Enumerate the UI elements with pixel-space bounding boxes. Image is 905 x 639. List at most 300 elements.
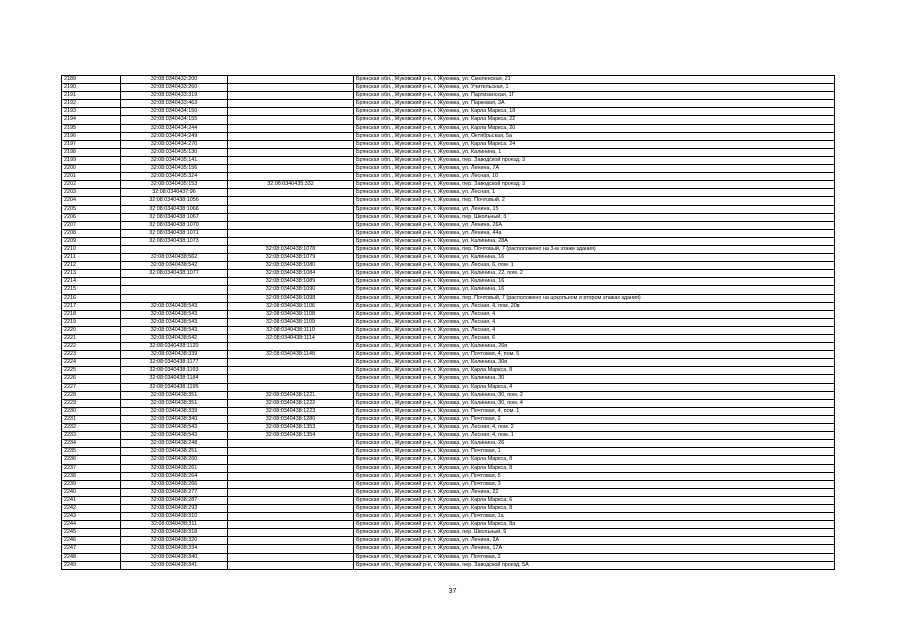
cadastral-number-cell: 32:08:0340438:339 xyxy=(121,351,228,359)
cadastral-number-cell: 32:08:0340438:1073 xyxy=(121,237,228,245)
row-number-cell: 2216 xyxy=(62,294,121,302)
address-cell: Брянская обл., Жуковский р-н, г. Жуковка, ул. Учительская, 1 xyxy=(354,84,835,92)
row-number-cell: 2217 xyxy=(62,302,121,310)
row-number-cell: 2237 xyxy=(62,464,121,472)
address-cell: Брянская обл., Жуковский р-н, г. Жуковка, пер. Почтовый, 2 xyxy=(354,197,835,205)
object-number-cell xyxy=(228,108,354,116)
address-cell: Брянская обл., Жуковский р-н, г. Жуковка, ул. Калинина, 28А xyxy=(354,237,835,245)
address-cell: Брянская обл., Жуковский р-н, г. Жуковка, ул. Карла Маркса, 8 xyxy=(354,464,835,472)
cadastral-number-cell: 32:08:0340438:1120 xyxy=(121,343,228,351)
table-row xyxy=(62,407,835,415)
object-number-cell: 32:08:0340438:1354 xyxy=(228,432,354,440)
row-number-cell: 2233 xyxy=(62,432,121,440)
object-number-cell xyxy=(228,456,354,464)
object-number-cell xyxy=(228,513,354,521)
cadastral-number-cell xyxy=(121,245,228,253)
row-number-cell: 2238 xyxy=(62,472,121,480)
address-cell: Брянская обл., Жуковский р-н, г. Жуковка, ул. Почтовая, 2 xyxy=(354,553,835,561)
object-number-cell: 32:08:0340438:1098 xyxy=(228,294,354,302)
table-row xyxy=(62,205,835,213)
object-number-cell: 32:08:0340438:1223 xyxy=(228,407,354,415)
cadastral-number-cell: 32:08:0340438:1071 xyxy=(121,229,228,237)
table-row xyxy=(62,367,835,375)
table-row xyxy=(62,278,835,286)
cadastral-number-cell xyxy=(121,278,228,286)
row-number-cell: 2240 xyxy=(62,488,121,496)
address-cell: Брянская обл., Жуковский р-н, г. Жуковка, пер. Почтовый, 7 (расположено на 3-м этаже здания) xyxy=(354,245,835,253)
address-cell: Брянская обл., Жуковский р-н, г. Жуковка, ул. Почтовая, 1а xyxy=(354,513,835,521)
row-number-cell: 2214 xyxy=(62,278,121,286)
address-cell: Брянская обл., Жуковский р-н, г. Жуковка, ул. Ленина, 15 xyxy=(354,205,835,213)
table-row xyxy=(62,424,835,432)
object-number-cell xyxy=(228,553,354,561)
cadastral-number-cell: 32:08:0340438:351 xyxy=(121,391,228,399)
cadastral-number-cell: 32:08:0340435:141 xyxy=(121,156,228,164)
row-number-cell: 2219 xyxy=(62,318,121,326)
cadastral-number-cell: 32:08:0340433:319 xyxy=(121,92,228,100)
table-row xyxy=(62,197,835,205)
object-number-cell xyxy=(228,100,354,108)
object-number-cell: 32:08:0340438:1090 xyxy=(228,286,354,294)
cadastral-number-cell: 32:08:0340438:293 xyxy=(121,504,228,512)
cadastral-number-cell: 32:08:0340438:287 xyxy=(121,496,228,504)
row-number-cell: 2235 xyxy=(62,448,121,456)
row-number-cell: 2190 xyxy=(62,84,121,92)
object-number-cell xyxy=(228,537,354,545)
row-number-cell: 2222 xyxy=(62,343,121,351)
cadastral-number-cell: 32:08:0340438:261 xyxy=(121,464,228,472)
row-number-cell: 2245 xyxy=(62,529,121,537)
table-row xyxy=(62,286,835,294)
object-number-cell xyxy=(228,359,354,367)
object-number-cell: 32:08:0340438:1148 xyxy=(228,351,354,359)
cadastral-number-cell: 32:08:0340438:311 xyxy=(121,521,228,529)
object-number-cell xyxy=(228,116,354,124)
cadastral-number-cell: 32:08:0340438:562 xyxy=(121,254,228,262)
row-number-cell: 2225 xyxy=(62,367,121,375)
row-number-cell: 2195 xyxy=(62,124,121,132)
cadastral-number-cell: 32:08:0340434:270 xyxy=(121,140,228,148)
table-row xyxy=(62,513,835,521)
object-number-cell: 32:08:0340438:1080 xyxy=(228,262,354,270)
row-number-cell: 2227 xyxy=(62,383,121,391)
table-row xyxy=(62,529,835,537)
cadastral-number-cell: 32:08:0340438:542 xyxy=(121,262,228,270)
address-cell: Брянская обл., Жуковский р-н, г. Жуковка, ул. Карла Маркса, 6 xyxy=(354,496,835,504)
cadastral-number-cell: 32:08:0340438:334 xyxy=(121,545,228,553)
address-cell: Брянская обл., Жуковский р-н, г. Жуковка, ул. Парковая, 3А xyxy=(354,100,835,108)
address-cell: Брянская обл., Жуковский р-н, г. Жуковка, ул. Ленина, 44а xyxy=(354,229,835,237)
row-number-cell: 2196 xyxy=(62,132,121,140)
cadastral-number-cell: 32:08:0340435:153 xyxy=(121,181,228,189)
address-cell: Брянская обл., Жуковский р-н, г. Жуковка, ул. Карла Маркса, 4 xyxy=(354,383,835,391)
table-row xyxy=(62,456,835,464)
cadastral-number-cell: 32:08:0340435:156 xyxy=(121,165,228,173)
cadastral-number-cell: 32:08:0340434:249 xyxy=(121,132,228,140)
row-number-cell: 2210 xyxy=(62,245,121,253)
cadastral-number-cell: 32:08:0340435:130 xyxy=(121,148,228,156)
address-cell: Брянская обл., Жуковский р-н, г. Жуковка, ул. Калинина, 26в xyxy=(354,343,835,351)
cadastral-number-cell: 32:08:0340438:542 xyxy=(121,335,228,343)
cadastral-number-cell: 32:08:0340434:155 xyxy=(121,116,228,124)
address-cell: Брянская обл., Жуковский р-н, г. Жуковка, ул. Калинина, 16 xyxy=(354,286,835,294)
cadastral-number-cell: 32:08:0340438:543 xyxy=(121,318,228,326)
address-cell: Брянская обл., Жуковский р-н, г. Жуковка, ул. Ленина, 7А xyxy=(354,165,835,173)
object-number-cell: 32:08:0340438:1353 xyxy=(228,424,354,432)
object-number-cell xyxy=(228,561,354,569)
registry-table-body xyxy=(62,76,835,570)
cadastral-number-cell: 32:08:0340438:340 xyxy=(121,553,228,561)
cadastral-number-cell: 32:08:0340432:200 xyxy=(121,76,228,84)
address-cell: Брянская обл., Жуковский р-н, г. Жуковка, ул. Лесная, 10 xyxy=(354,173,835,181)
object-number-cell xyxy=(228,488,354,496)
row-number-cell: 2212 xyxy=(62,262,121,270)
row-number-cell: 2213 xyxy=(62,270,121,278)
cadastral-number-cell: 32:08:0340438:339 xyxy=(121,407,228,415)
row-number-cell: 2197 xyxy=(62,140,121,148)
cadastral-number-cell: 32:08:0340434:244 xyxy=(121,124,228,132)
page-number: 37 xyxy=(448,588,457,595)
table-row xyxy=(62,140,835,148)
cadastral-number-cell: 32:08:0340438:543 xyxy=(121,302,228,310)
address-cell: Брянская обл., Жуковский р-н, г. Жуковка, ул. Лесная, 4, пом. 2 xyxy=(354,424,835,432)
object-number-cell xyxy=(228,529,354,537)
address-cell: Брянская обл., Жуковский р-н, г. Жуковка, ул. Карла Маркса, 20 xyxy=(354,124,835,132)
table-row xyxy=(62,359,835,367)
object-number-cell xyxy=(228,472,354,480)
cadastral-number-cell xyxy=(121,286,228,294)
address-cell: Брянская обл., Жуковский р-н, г. Жуковка, ул. Лесная, 1 xyxy=(354,189,835,197)
address-cell: Брянская обл., Жуковский р-н, г. Жуковка, пер. Заводской проезд, 3 xyxy=(354,156,835,164)
object-number-cell xyxy=(228,84,354,92)
table-row xyxy=(62,383,835,391)
address-cell: Брянская обл., Жуковский р-н, г. Жуковка, ул. Ленина, 22 xyxy=(354,488,835,496)
table-row xyxy=(62,221,835,229)
cadastral-number-cell: 32:08:0340438:340 xyxy=(121,415,228,423)
cadastral-number-cell: 32:08:0340438:251 xyxy=(121,448,228,456)
object-number-cell xyxy=(228,124,354,132)
cadastral-number-cell: 32:08:0340438:543 xyxy=(121,424,228,432)
row-number-cell: 2243 xyxy=(62,513,121,521)
address-cell: Брянская обл., Жуковский р-н, г. Жуковка, ул. Почтовая, 4, пом. 1 xyxy=(354,407,835,415)
table-row xyxy=(62,173,835,181)
address-cell: Брянская обл., Жуковский р-н, г. Жуковка, пер. Школьный, 9 xyxy=(354,529,835,537)
address-cell: Брянская обл., Жуковский р-н, г. Жуковка, ул. Почтовая, 2 xyxy=(354,415,835,423)
address-cell: Брянская обл., Жуковский р-н, г. Жуковка, ул. Калинина, 26 xyxy=(354,440,835,448)
address-cell: Брянская обл., Жуковский р-н, г. Жуковка, ул. Почтовая, 3 xyxy=(354,480,835,488)
cadastral-number-cell: 32:08:0340433:260 xyxy=(121,84,228,92)
object-number-cell: 32:08:0340438:1280 xyxy=(228,415,354,423)
table-row xyxy=(62,561,835,569)
cadastral-number-cell: 32:08:0340438:1066 xyxy=(121,205,228,213)
row-number-cell: 2208 xyxy=(62,229,121,237)
object-number-cell xyxy=(228,229,354,237)
row-number-cell: 2232 xyxy=(62,424,121,432)
row-number-cell: 2244 xyxy=(62,521,121,529)
object-number-cell xyxy=(228,173,354,181)
object-number-cell xyxy=(228,148,354,156)
object-number-cell xyxy=(228,140,354,148)
table-row xyxy=(62,148,835,156)
object-number-cell xyxy=(228,132,354,140)
object-number-cell xyxy=(228,440,354,448)
row-number-cell: 2220 xyxy=(62,326,121,334)
object-number-cell: 32:08:0340438:1106 xyxy=(228,302,354,310)
address-cell: Брянская обл., Жуковский р-н, г. Жуковка, пер. Почтовый, 7 (расположено на цокольном и втором этажах здания) xyxy=(354,294,835,302)
row-number-cell: 2191 xyxy=(62,92,121,100)
row-number-cell: 2218 xyxy=(62,310,121,318)
object-number-cell xyxy=(228,367,354,375)
address-cell: Брянская обл., Жуковский р-н, г. Жуковка, ул. Калинина, 30 xyxy=(354,375,835,383)
address-cell: Брянская обл., Жуковский р-н, г. Жуковка, ул. Ленина, 2А xyxy=(354,537,835,545)
row-number-cell: 2249 xyxy=(62,561,121,569)
object-number-cell xyxy=(228,156,354,164)
object-number-cell xyxy=(228,76,354,84)
row-number-cell: 2204 xyxy=(62,197,121,205)
table-row xyxy=(62,165,835,173)
address-cell: Брянская обл., Жуковский р-н, г. Жуковка, ул. Лесная, 4 xyxy=(354,310,835,318)
table-row xyxy=(62,156,835,164)
table-row xyxy=(62,270,835,278)
row-number-cell: 2209 xyxy=(62,237,121,245)
object-number-cell xyxy=(228,165,354,173)
table-row xyxy=(62,399,835,407)
row-number-cell: 2236 xyxy=(62,456,121,464)
address-cell: Брянская обл., Жуковский р-н, г. Жуковка, ул. Карла Маркса, 8 xyxy=(354,367,835,375)
cadastral-number-cell: 32:08:0340438:1195 xyxy=(121,383,228,391)
table-row xyxy=(62,318,835,326)
row-number-cell: 2206 xyxy=(62,213,121,221)
address-cell: Брянская обл., Жуковский р-н, г. Жуковка, ул. Ленина, 26А xyxy=(354,221,835,229)
table-row xyxy=(62,254,835,262)
address-cell: Брянская обл., Жуковский р-н, г. Жуковка, ул. Почтовая, 5 xyxy=(354,472,835,480)
address-cell: Брянская обл., Жуковский р-н, г. Жуковка, ул. Калинина, 22, пом. 2 xyxy=(354,270,835,278)
address-cell: Брянская обл., Жуковский р-н, г. Жуковка, ул. Лесная, 4, пом. 20в xyxy=(354,302,835,310)
address-cell: Брянская обл., Жуковский р-н, г. Жуковка, ул. Калинина, 16 xyxy=(354,278,835,286)
table-row xyxy=(62,108,835,116)
cadastral-number-cell: 32:08:0340438:341 xyxy=(121,561,228,569)
row-number-cell: 2223 xyxy=(62,351,121,359)
row-number-cell: 2193 xyxy=(62,108,121,116)
row-number-cell: 2241 xyxy=(62,496,121,504)
address-cell: Брянская обл., Жуковский р-н, г. Жуковка, ул. Карла Маркса, 22 xyxy=(354,116,835,124)
object-number-cell xyxy=(228,375,354,383)
table-row xyxy=(62,537,835,545)
cadastral-number-cell: 32:08:0340438:248 xyxy=(121,440,228,448)
table-row xyxy=(62,553,835,561)
cadastral-number-cell: 32:08:0340438:351 xyxy=(121,399,228,407)
row-number-cell: 2189 xyxy=(62,76,121,84)
row-number-cell: 2247 xyxy=(62,545,121,553)
table-row xyxy=(62,181,835,189)
object-number-cell: 32:08:0340438:1079 xyxy=(228,254,354,262)
address-cell: Брянская обл., Жуковский р-н, г. Жуковка, ул. Почтовая, 4, пом. 5 xyxy=(354,351,835,359)
row-number-cell: 2207 xyxy=(62,221,121,229)
registry-table xyxy=(61,75,835,570)
address-cell: Брянская обл., Жуковский р-н, г. Жуковка, ул. Почтовая, 1 xyxy=(354,448,835,456)
table-row xyxy=(62,343,835,351)
object-number-cell xyxy=(228,205,354,213)
address-cell: Брянская обл., Жуковский р-н, г. Жуковка, ул. Лесная, 4 xyxy=(354,318,835,326)
object-number-cell xyxy=(228,464,354,472)
row-number-cell: 2231 xyxy=(62,415,121,423)
cadastral-number-cell: 32:08:0340438:264 xyxy=(121,472,228,480)
row-number-cell: 2211 xyxy=(62,254,121,262)
table-row xyxy=(62,189,835,197)
address-cell: Брянская обл., Жуковский р-н, г. Жуковка, ул. Калинина, 30, пом. 2 xyxy=(354,391,835,399)
object-number-cell xyxy=(228,213,354,221)
address-cell: Брянская обл., Жуковский р-н, г. Жуковка, ул. Калинина, 30, пом. 4 xyxy=(354,399,835,407)
row-number-cell: 2234 xyxy=(62,440,121,448)
object-number-cell xyxy=(228,343,354,351)
row-number-cell: 2230 xyxy=(62,407,121,415)
row-number-cell: 2221 xyxy=(62,335,121,343)
address-cell: Брянская обл., Жуковский р-н, г. Жуковка, ул. Карла Маркса, 24 xyxy=(354,140,835,148)
table-row xyxy=(62,92,835,100)
cadastral-number-cell: 32:08:0340438:320 xyxy=(121,537,228,545)
cadastral-number-cell: 32:08:0340438:266 xyxy=(121,480,228,488)
address-cell: Брянская обл., Жуковский р-н, г. Жуковка, ул. Лесная, 6, пом. 1 xyxy=(354,262,835,270)
address-cell: Брянская обл., Жуковский р-н, г. Жуковка, пер. Школьный, 3 xyxy=(354,213,835,221)
row-number-cell: 2200 xyxy=(62,165,121,173)
cadastral-number-cell xyxy=(121,294,228,302)
table-row xyxy=(62,245,835,253)
cadastral-number-cell: 32:08:0340438:543 xyxy=(121,326,228,334)
row-number-cell: 2205 xyxy=(62,205,121,213)
table-row xyxy=(62,391,835,399)
row-number-cell: 2194 xyxy=(62,116,121,124)
table-row xyxy=(62,84,835,92)
object-number-cell: 32:08:0340438:1084 xyxy=(228,270,354,278)
table-row xyxy=(62,326,835,334)
address-cell: Брянская обл., Жуковский р-н, г. Жуковка, ул. Ленина, 17А xyxy=(354,545,835,553)
table-row xyxy=(62,237,835,245)
address-cell: Брянская обл., Жуковский р-н, г. Жуковка, ул. Калинина, 1 xyxy=(354,148,835,156)
row-number-cell: 2215 xyxy=(62,286,121,294)
cadastral-number-cell: 32:08:0340438:1077 xyxy=(121,270,228,278)
table-row xyxy=(62,302,835,310)
row-number-cell: 2224 xyxy=(62,359,121,367)
table-row xyxy=(62,229,835,237)
table-row xyxy=(62,480,835,488)
table-row xyxy=(62,213,835,221)
address-cell: Брянская обл., Жуковский р-н, г. Жуковка, ул. Карла Маркса, 8 xyxy=(354,504,835,512)
table-row xyxy=(62,464,835,472)
address-cell: Брянская обл., Жуковский р-н, г. Жуковка, ул. Калинина, 30в xyxy=(354,359,835,367)
address-cell: Брянская обл., Жуковский р-н, г. Жуковка, ул. Октябрьская, 5а xyxy=(354,132,835,140)
table-row xyxy=(62,521,835,529)
table-row xyxy=(62,504,835,512)
row-number-cell: 2203 xyxy=(62,189,121,197)
cadastral-number-cell: 32:08:0340438:1067 xyxy=(121,213,228,221)
object-number-cell xyxy=(228,237,354,245)
table-row xyxy=(62,448,835,456)
row-number-cell: 2246 xyxy=(62,537,121,545)
cadastral-number-cell: 32:08:0340438:260 xyxy=(121,456,228,464)
cadastral-number-cell: 32:08:0340438:1056 xyxy=(121,197,228,205)
cadastral-number-cell: 32:08:0340433:463 xyxy=(121,100,228,108)
row-number-cell: 2226 xyxy=(62,375,121,383)
address-cell: Брянская обл., Жуковский р-н, г. Жуковка, ул. Смоленская, 21 xyxy=(354,76,835,84)
address-cell: Брянская обл., Жуковский р-н, г. Жуковка, ул. Карла Маркса, 8а xyxy=(354,521,835,529)
table-row xyxy=(62,351,835,359)
address-cell: Брянская обл., Жуковский р-н, г. Жуковка, ул. Карла Маркса, 18 xyxy=(354,108,835,116)
address-cell: Брянская обл., Жуковский р-н, г. Жуковка, ул. Лесная, 6 xyxy=(354,335,835,343)
table-row xyxy=(62,335,835,343)
cadastral-number-cell: 32:08:0340437:96 xyxy=(121,189,228,197)
object-number-cell xyxy=(228,92,354,100)
object-number-cell: 32:08:0340438:1222 xyxy=(228,399,354,407)
object-number-cell xyxy=(228,189,354,197)
address-cell: Брянская обл., Жуковский р-н, г. Жуковка, ул. Карла Маркса, 8 xyxy=(354,456,835,464)
table-row xyxy=(62,545,835,553)
object-number-cell: 32:08:0340438:1109 xyxy=(228,318,354,326)
cadastral-number-cell: 32:08:0340435:324 xyxy=(121,173,228,181)
object-number-cell: 32:08:0340438:1108 xyxy=(228,310,354,318)
row-number-cell: 2201 xyxy=(62,173,121,181)
address-cell: Брянская обл., Жуковский р-н, г. Жуковка, ул. Калинина, 16 xyxy=(354,254,835,262)
table-row xyxy=(62,472,835,480)
table-row xyxy=(62,488,835,496)
cadastral-number-cell: 32:08:0340434:150 xyxy=(121,108,228,116)
table-row xyxy=(62,310,835,318)
object-number-cell xyxy=(228,521,354,529)
table-row xyxy=(62,415,835,423)
address-cell: Брянская обл., Жуковский р-н, г. Жуковка, ул. Лесная, 4, пом. 1 xyxy=(354,432,835,440)
cadastral-number-cell: 32:08:0340438:1193 xyxy=(121,367,228,375)
row-number-cell: 2228 xyxy=(62,391,121,399)
cadastral-number-cell: 32:08:0340438:543 xyxy=(121,310,228,318)
address-cell: Брянская обл., Жуковский р-н, г. Жуковка, ул. Лесная, 4 xyxy=(354,326,835,334)
object-number-cell: 32:08:0340438:1078 xyxy=(228,245,354,253)
row-number-cell: 2229 xyxy=(62,399,121,407)
object-number-cell xyxy=(228,480,354,488)
table-row xyxy=(62,440,835,448)
cadastral-number-cell: 32:08:0340438:1177 xyxy=(121,359,228,367)
row-number-cell: 2239 xyxy=(62,480,121,488)
object-number-cell xyxy=(228,197,354,205)
table-row xyxy=(62,124,835,132)
row-number-cell: 2198 xyxy=(62,148,121,156)
table-row xyxy=(62,76,835,84)
cadastral-number-cell: 32:08:0340438:310 xyxy=(121,513,228,521)
object-number-cell xyxy=(228,221,354,229)
object-number-cell xyxy=(228,504,354,512)
address-cell: Брянская обл., Жуковский р-н, г. Жуковка, пер. Заводской проезд, 5А xyxy=(354,561,835,569)
object-number-cell xyxy=(228,545,354,553)
table-row xyxy=(62,432,835,440)
table-row xyxy=(62,132,835,140)
table-row xyxy=(62,496,835,504)
object-number-cell xyxy=(228,383,354,391)
cadastral-number-cell: 32:08:0340438:1070 xyxy=(121,221,228,229)
object-number-cell xyxy=(228,496,354,504)
cadastral-number-cell: 32:08:0340438:277 xyxy=(121,488,228,496)
object-number-cell: 32:08:0340435:332 xyxy=(228,181,354,189)
row-number-cell: 2192 xyxy=(62,100,121,108)
address-cell: Брянская обл., Жуковский р-н, г. Жуковка, ул. Партизанская, 1Г xyxy=(354,92,835,100)
object-number-cell: 32:08:0340438:1114 xyxy=(228,335,354,343)
address-cell: Брянская обл., Жуковский р-н, г. Жуковка, пер. Заводской проезд, 3 xyxy=(354,181,835,189)
cadastral-number-cell: 32:08:0340438:543 xyxy=(121,432,228,440)
cadastral-number-cell: 32:08:0340438:1184 xyxy=(121,375,228,383)
object-number-cell xyxy=(228,448,354,456)
object-number-cell: 32:08:0340438:1089 xyxy=(228,278,354,286)
table-row xyxy=(62,294,835,302)
object-number-cell: 32:08:0340438:1110 xyxy=(228,326,354,334)
table-row xyxy=(62,262,835,270)
table-row xyxy=(62,375,835,383)
